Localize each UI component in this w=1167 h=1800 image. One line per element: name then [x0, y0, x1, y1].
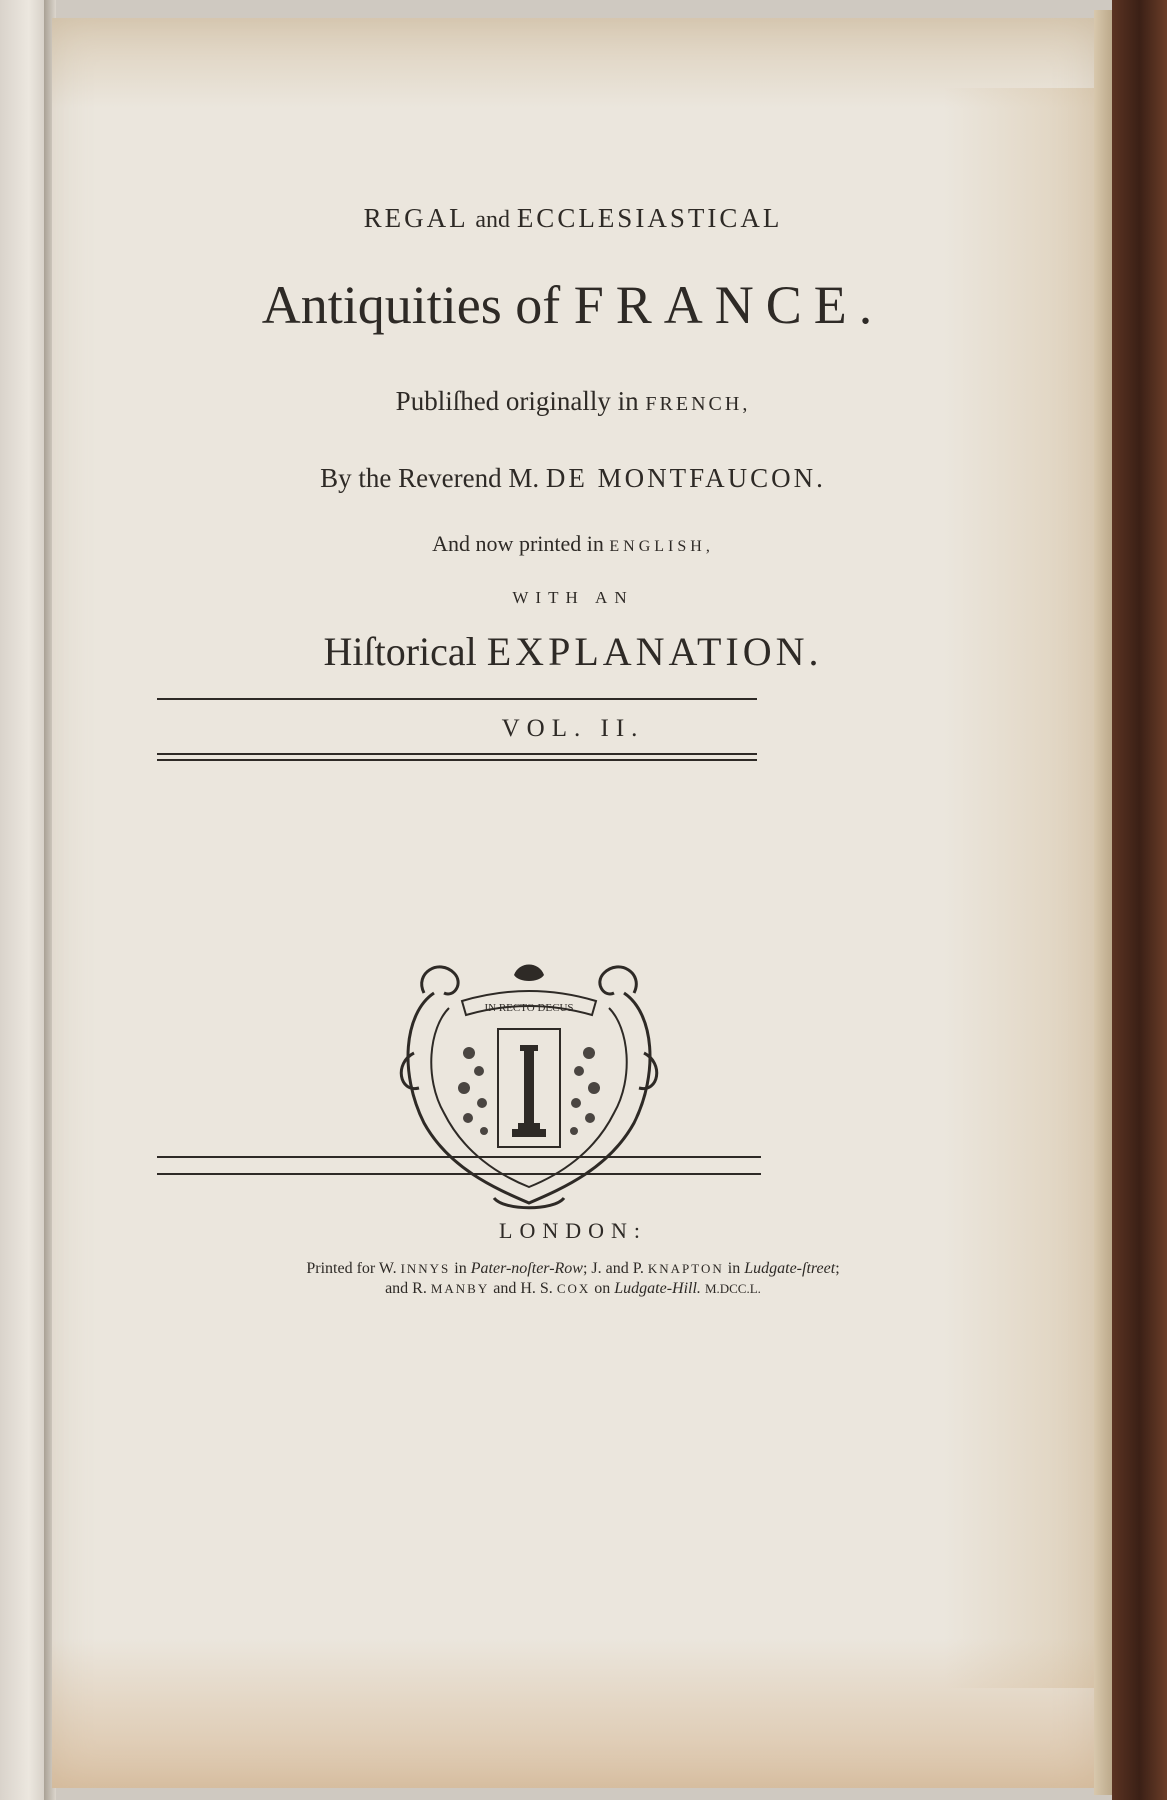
title-line-1: REGAL and ECCLESIASTICAL [363, 203, 783, 233]
rule-top-2 [157, 753, 757, 755]
leather-binding [1112, 0, 1167, 1800]
fore-edge [1094, 10, 1114, 1795]
title-line-6: WITH AN [512, 588, 634, 607]
volume-number: VOL. II. [501, 715, 645, 742]
printers-device-ornament [394, 953, 664, 1213]
title-line-5: And now printed in ENGLISH, [432, 531, 714, 556]
foxing-bottom [52, 1638, 1094, 1788]
author-line: By the Reverend M. DE MONTFAUCON. [320, 463, 826, 493]
title-page [52, 18, 1094, 1788]
rule-top-1 [157, 698, 757, 700]
imprint-place: LONDON: [499, 1218, 647, 1243]
subtitle: Hiſtorical EXPLANATION. [323, 629, 823, 674]
imprint-line-2: and R. MANBY and H. S. COX on Ludgate-Hill. M.DCC.L. [385, 1280, 761, 1297]
rule-top-3 [157, 759, 757, 761]
device-motto: IN RECTO DECUS [484, 1002, 574, 1014]
facing-page-edge [0, 0, 49, 1800]
foxing-top [52, 18, 1094, 108]
main-title: Antiquities of FRANCE. [261, 275, 885, 335]
imprint-line-1: Printed for W. INNYS in Pater-noſter-Row; J. and P. KNAPTON in Ludgate-ſtreet; [306, 1260, 840, 1277]
title-line-3: Publiſhed originally in FRENCH, [395, 386, 751, 416]
